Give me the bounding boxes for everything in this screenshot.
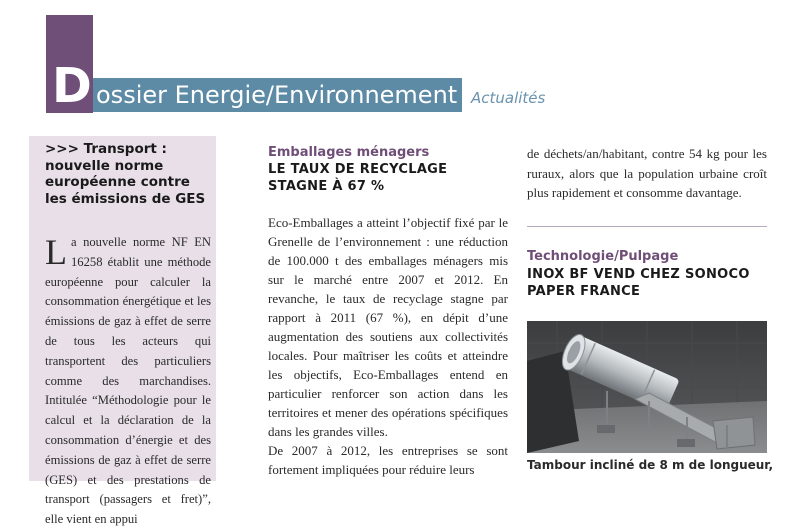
article-headline: LE TAUX DE RECYCLAGE STAGNE À 67 % bbox=[268, 162, 448, 194]
drop-cap: L bbox=[45, 232, 67, 272]
article-kicker: Technologie/Pulpage bbox=[527, 249, 679, 264]
article-paragraph: Eco-Emballages a atteint l’objectif fixé par le Grenelle de l’environnement : une réduction de 100.000 t des emballages ménagers mis sur le marché entre 2007 et 2012. En revanche, le taux de recyclage stagne par rapport à 2011 (67 %), en dépit d’une augmentation des soutiens aux collectivités locales. Pour maîtriser les coûts et atteindre les objectifs, Eco-Emballages entend en particulier renforcer son action dans les territoires et mener des opérations spécifiques dans les grandes villes. bbox=[268, 215, 508, 439]
article-body bbox=[268, 213, 508, 479]
section-rubric: Actualités bbox=[471, 89, 546, 107]
article-kicker: Emballages ménagers bbox=[268, 145, 430, 160]
article-continuation: de déchets/an/habitant, contre 54 kg pour les ruraux, alors que la population urbaine croît plus rapidement et consomme davantage. bbox=[527, 146, 767, 200]
page-title: ossier Energie/Environnement bbox=[96, 81, 458, 109]
divider bbox=[527, 226, 767, 227]
pulper-drum-photo bbox=[527, 321, 767, 453]
sidebar-text: a nouvelle norme NF EN 16258 établit une méthode européenne pour calculer la consommation énergétique et les émissions de gaz à effet de serre de tous les acteurs qui transportent des particuliers comme des marchandises. Intitulée “Méthodologie pour le calcul et la déclaration de la consommation d’énergie et des émissions de gaz à effet de serre (GES) et des prestations de transport (passagers et fret)”, elle vient en appui bbox=[45, 235, 211, 527]
masthead-initial: D bbox=[52, 58, 92, 114]
photo-caption: Tambour incliné de 8 m de longueur, bbox=[527, 458, 774, 472]
sidebar-body bbox=[45, 233, 211, 530]
article-paragraph: De 2007 à 2012, les entreprises se sont fortement impliquées pour réduire leurs bbox=[268, 443, 508, 477]
article-headline: INOX BF VEND CHEZ SONOCO PAPER FRANCE bbox=[527, 267, 750, 299]
sidebar-heading: >>> Transport : nouvelle norme européenne contre les émissions de GES bbox=[45, 141, 206, 207]
